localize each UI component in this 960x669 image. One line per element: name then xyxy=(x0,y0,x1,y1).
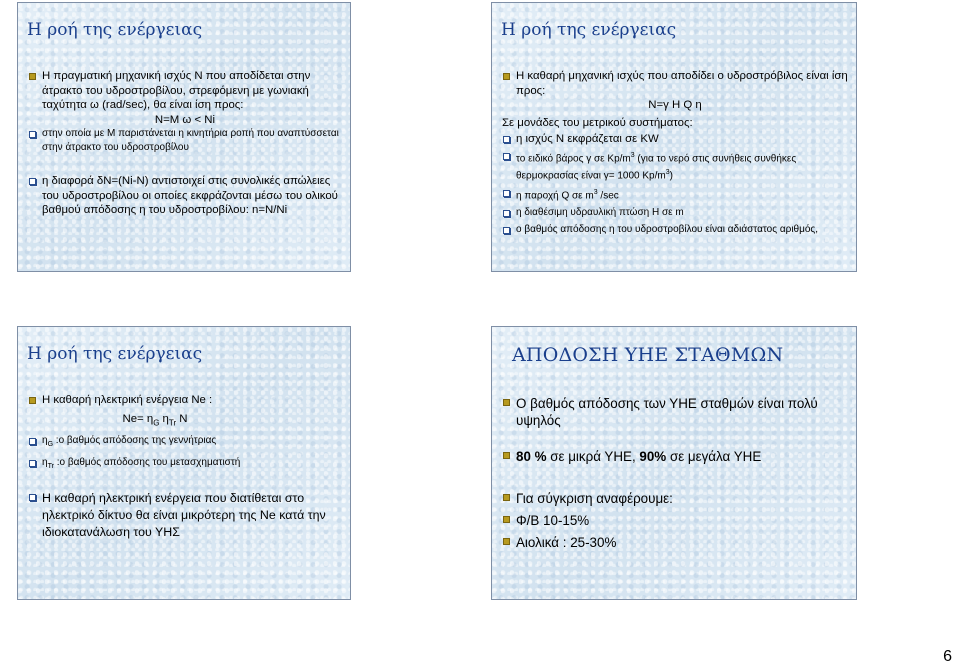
slide-4 xyxy=(491,326,857,600)
bullet-item: Για σύγκριση αναφέρουμε: xyxy=(502,490,848,507)
page-number: 6 xyxy=(943,648,952,665)
sub-bullet-item: $\eta_G$ :ο βαθμός απόδοσης της γεννήτριας xyxy=(28,434,342,452)
slide-1 xyxy=(17,2,351,272)
sub-bullet-item: η διαφορά δN=(Ni-N) αντιστοιχεί στις συνολικές απώλειες του υδροστροβίλου οι οποίες εκφράζονται μέσω του ολικού βαθμού απόδοσης η του υδροστροβίλου: n=N/Ni xyxy=(28,174,342,218)
slide-content xyxy=(502,69,848,237)
sub-bullet-item: $\eta_{Tr}$ :ο βαθμός απόδοσης του μετασχηματιστή xyxy=(28,456,342,474)
slide-title: Η ροή της ενέργειας xyxy=(27,344,203,364)
formula: $Ne= \eta_G$ $\eta_{Tr}$ N xyxy=(122,412,188,427)
bullet-item: 80 % σε μικρά ΥΗΕ, 90% σε μεγάλα ΥΗΕ xyxy=(502,448,848,465)
formula: N=γ Η Q η xyxy=(648,99,702,111)
sub-bullet-item: η παροχή Q σε $m^3$ /sec xyxy=(502,186,848,203)
units-intro: Σε μονάδες του μετρικού συστήματος: xyxy=(502,116,693,129)
sub-bullet-item: ο βαθμός απόδοσης η του υδροστροβίλου είναι αδιάστατος αριθμός, xyxy=(502,223,848,237)
bullet-item: Η καθαρή ηλεκτρική ενέργεια Ne : xyxy=(28,393,342,408)
bullet-item: Η πραγματική μηχανική ισχύς Ν που αποδίδεται στην άτρακτο του υδροστροβίλου, στρεφόμενη με γωνιακή ταχύτητα ω (rad/sec), θα είναι ίση προς: xyxy=(28,69,342,113)
sub-bullet-item: η ισχύς Ν εκφράζεται σε KW xyxy=(502,132,848,147)
slide-title: ΑΠΟΔΟΣΗ ΥΗΕ ΣΤΑΘΜΩΝ xyxy=(512,344,784,366)
formula: N=M ω < Ni xyxy=(154,113,216,126)
slide-content xyxy=(502,395,848,551)
slide-content xyxy=(28,69,342,218)
slide-title: Η ροή της ενέργειας xyxy=(27,20,203,40)
sub-bullet-item: Η καθαρή ηλεκτρική ενέργεια που διατίθεται στο ηλεκτρικό δίκτυο θα είναι μικρότερη της Ne κατά την ιδιοκατανάλωση του ΥΗΣ xyxy=(28,490,342,541)
slide-3 xyxy=(17,326,351,600)
sub-bullet-item: στην οποία με Μ παριστάνεται η κινητήρια ροπή που αναπτύσσεται στην άτρακτο του υδροστροβίλου xyxy=(28,127,342,155)
sub-bullet-item: το ειδικό βάρος γ σε $Kp/m^3$ (για το νερό στις συνήθεις συνθήκες θερμοκρασίας είναι γ= 1000 $Kp/m^3$) xyxy=(502,149,848,184)
slide-2 xyxy=(491,2,857,272)
bullet-item: Ο βαθμός απόδοσης των ΥΗΕ σταθμών είναι πολύ υψηλός xyxy=(502,395,848,429)
sub-bullet-item: η διαθέσιμη υδραυλική πτώση Η σε m xyxy=(502,206,848,220)
slide-content xyxy=(28,393,342,541)
bullet-item: Φ/Β 10-15% xyxy=(502,512,848,529)
bullet-item: Αιολικά : 25-30% xyxy=(502,534,848,551)
slide-title: Η ροή της ενέργειας xyxy=(501,20,677,40)
bullet-item: Η καθαρή μηχανική ισχύς που αποδίδει ο υδροστρόβιλος είναι ίση προς: xyxy=(502,69,848,98)
